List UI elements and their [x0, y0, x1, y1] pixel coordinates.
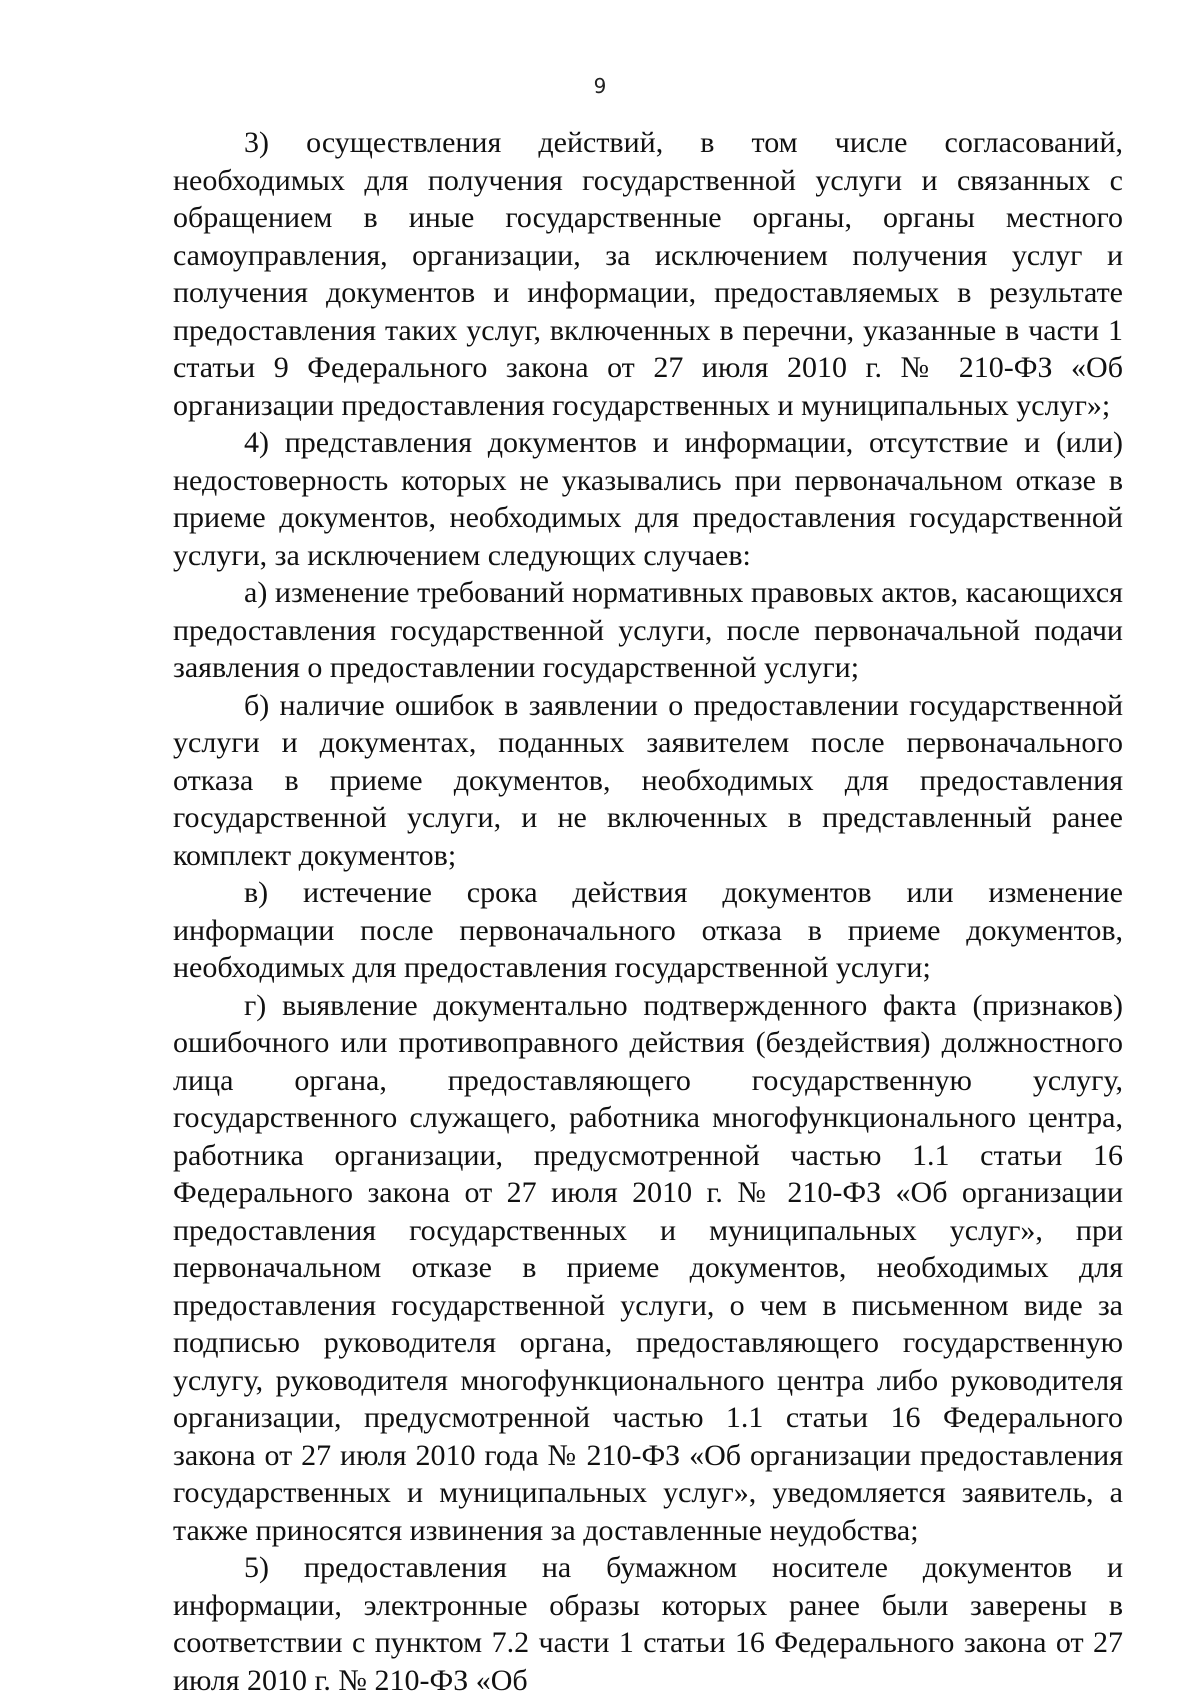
paragraph-subitem-b: б) наличие ошибок в заявлении о предоставлении государственной услуги и документах, поданных заявителем после первоначального отказа в приеме документов, необходимых для предоставления государственной услуги, и не включенных в представленный ранее комплект документов;	[173, 688, 1123, 872]
paragraph-item-5: 5) предоставления на бумажном носителе документов и информации, электронные образы которых ранее были заверены в соответствии с пунктом 7.2 части 1 статьи 16 Федерального закона от 27 июля 2010 г. № 210-ФЗ «Об	[173, 1551, 1123, 1697]
paragraph-subitem-g: г) выявление документально подтвержденного факта (признаков) ошибочного или противоправного действия (бездействия) должностного лица органа, предоставляющего государственную услугу, государственного служащего, работника многофункционального центра, работника организации, предусмотренной частью 1.1 статьи 16 Федерального закона от 27 июля 2010 г. № 210-ФЗ «Об организации предоставления государственных и муниципальных услуг», при первоначальном отказе в приеме документов, необходимых для предоставления государственной услуги, о чем в письменном виде за подписью руководителя органа, предоставляющего государственную услугу, руководителя многофункционального центра либо руководителя организации, предусмотренной частью 1.1 статьи 16 Федерального закона от 27 июля 2010 года № 210-ФЗ «Об организации предоставления государственных и муниципальных услуг», уведомляется заявитель, а также приносятся извинения за доставленные неудобства;	[173, 988, 1123, 1547]
paragraph-item-4: 4) представления документов и информации, отсутствие и (или) недостоверность которых не указывались при первоначальном отказе в приеме документов, необходимых для предоставления государственной услуги, за исключением следующих случаев:	[173, 426, 1123, 572]
document-body	[173, 124, 1123, 1699]
paragraph-subitem-v: в) истечение срока действия документов или изменение информации после первоначального отказа в приеме документов, необходимых для предоставления государственной услуги;	[173, 876, 1123, 984]
paragraph-subitem-a: а) изменение требований нормативных правовых актов, касающихся предоставления государственной услуги, после первоначальной подачи заявления о предоставлении государственной услуги;	[173, 576, 1123, 684]
page-number: 9	[593, 74, 607, 98]
paragraph-item-3: 3) осуществления действий, в том числе согласований, необходимых для получения государственной услуги и связанных с обращением в иные государственные органы, органы местного самоуправления, организации, за исключением получения услуг и получения документов и информации, предоставляемых в результате предоставления таких услуг, включенных в перечни, указанные в части 1 статьи 9 Федерального закона от 27 июля 2010 г. № 210-ФЗ «Об организации предоставления государственных и муниципальных услуг»;	[173, 126, 1123, 422]
